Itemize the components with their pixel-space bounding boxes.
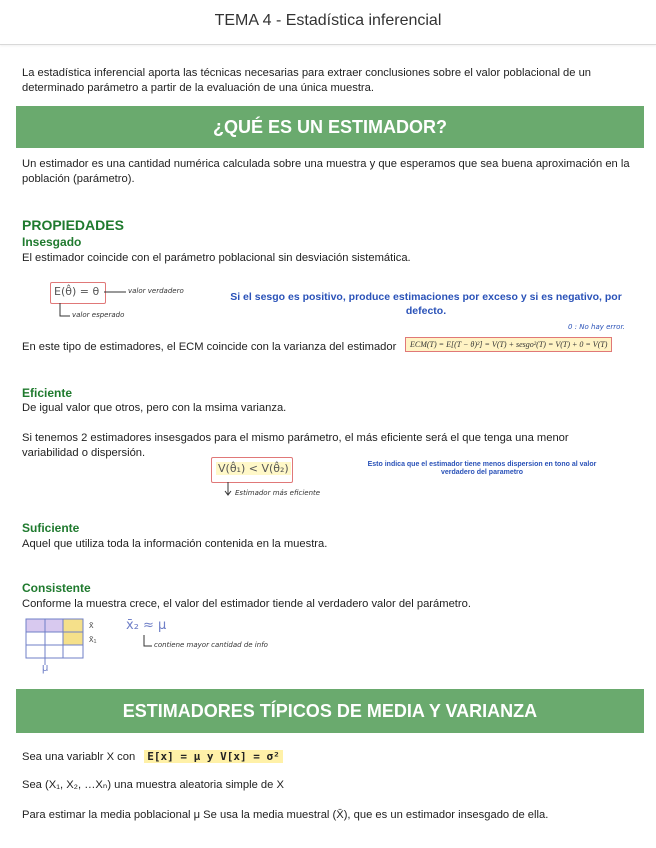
variable-line [22,749,283,765]
efficiency-formula: V(θ̂₁) < V(θ̂₂) [218,462,289,475]
estimator-definition: Un estimador es una cantidad numérica calculada sobre una muestra y que esperamos que sea buena aproximación en la población (parámetro). [22,158,630,185]
dispersion-note: Esto indica que el estimador tiene menos dispersion en tono al valor verdadero del parametro [367,461,597,476]
insesgado-heading: Insesgado [22,235,82,249]
consistente-text: Conforme la muestra crece, el valor del estimador tiende al verdadero valor del parámetro. [22,598,471,610]
section-banner-estimadores-tipicos: ESTIMADORES TÍPICOS DE MEDIA Y VARIANZA [16,689,644,733]
consistente-heading: Consistente [22,581,91,595]
unbiased-formula: E(θ̂) = θ [54,285,100,298]
properties-heading: PROPIEDADES [22,217,124,233]
consistency-grid [0,0,1,1]
suficiente-heading: Suficiente [22,521,80,535]
document-title: TEMA 4 - Estadística inferencial [214,12,442,29]
ecm-formula: ECM(T) = E[(T − θ)²] = V(T) + sesgo²(T) = V(T) + 0 = V(T) [405,337,612,352]
eficiente-heading: Eficiente [22,386,73,400]
true-value-note: valor verdadero [128,287,184,295]
eficiente-text: De igual valor que otros, pero con la msima varianza. [22,402,287,414]
ecm-text: En este tipo de estimadores, el ECM coincide con la varianza del estimador [22,341,397,353]
grid-label-mu: μ [42,662,49,674]
variable-text: Sea una variablr X con [22,751,136,763]
suficiente-text: Aquel que utiliza toda la información contenida en la muestra. [22,538,328,550]
section-banner-estimador: ¿QUÉ ES UN ESTIMADOR? [16,106,644,148]
consistency-formula: x̄₂ ≈ μ [126,618,167,633]
expected-value-note: valor esperado [72,311,125,319]
no-error-note: 0 : No hay error. [568,323,625,331]
variable-formula: E[x] = μ y V[x] = σ² [144,750,282,763]
efficiency-note: Estimador más eficiente [235,489,321,497]
intro-paragraph: La estadística inferencial aporta las técnicas necesarias para extraer conclusiones sobre el valor poblacional de un determinado parámetro a partir de la evaluación de una única muestra. [22,67,592,94]
sample-line: Sea (X₁, X₂, …Xₙ) una muestra aleatoria simple de X [22,779,284,791]
grid-label-x1: x̄₁ [89,634,97,644]
grid-label-x: x̄ [89,620,94,630]
document-header [0,0,656,45]
consistency-note: contiene mayor cantidad de info [154,641,268,649]
bias-sign-note: Si el sesgo es positivo, produce estimaciones por exceso y si es negativo, por defecto. [230,291,622,317]
mean-estimator-line: Para estimar la media poblacional μ Se usa la media muestral (X̄), que es un estimador insesgado de ella. [22,809,549,821]
eficiente-text-2: Si tenemos 2 estimadores insesgados para el mismo parámetro, el más eficiente será el que tenga una menor variabilidad o dispersión. [22,432,569,459]
insesgado-text: El estimador coincide con el parámetro poblacional sin desviación sistemática. [22,252,411,264]
